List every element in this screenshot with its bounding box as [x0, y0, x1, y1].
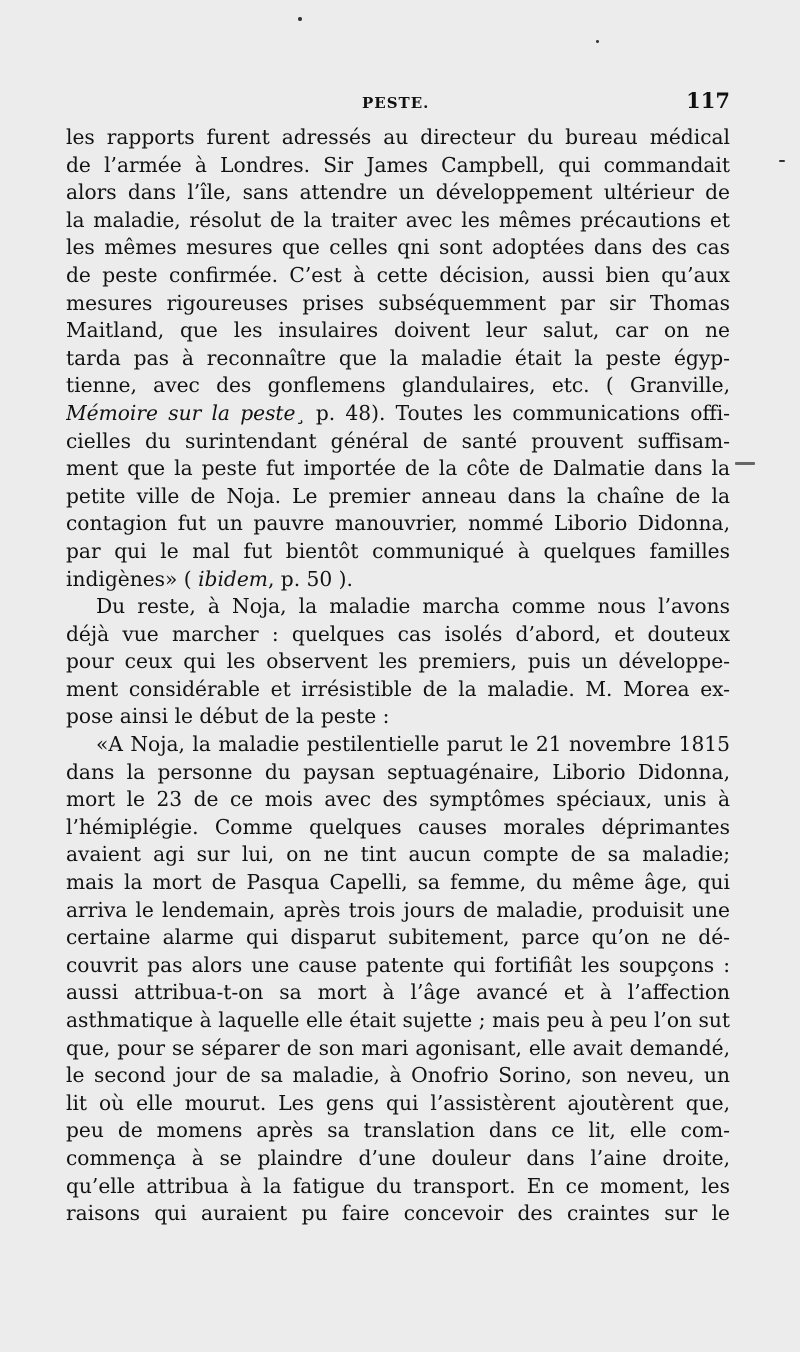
- text-line: pose ainsi le début de la peste :: [66, 704, 390, 729]
- text-line: [66, 566, 730, 594]
- text-line: l’hémiplégie. Comme quelques causes morales déprimantes: [66, 814, 730, 839]
- text-line: couvrit pas alors une cause patente qui fortifiât les soupçons :: [66, 952, 730, 977]
- text-line: mort le 23 de ce mois avec des symptômes spéciaux, unis à: [66, 787, 730, 812]
- text-line: les mêmes mesures que celles qni sont adoptées dans des cas: [66, 235, 730, 260]
- text-line: de l’armée à Londres. Sir James Campbell, qui commandait: [66, 152, 730, 177]
- text-line: alors dans l’île, sans attendre un développement ultérieur de: [66, 180, 730, 205]
- text-line: Du reste, à Noja, la maladie marcha comme nous l’avons: [96, 594, 730, 619]
- text-line: certaine alarme qui disparut subitement, parce qu’on ne dé-: [66, 925, 730, 950]
- text-line: les rapports furent adressés au directeur du bureau médical: [66, 125, 730, 149]
- italic-citation: ibidem: [198, 566, 268, 591]
- text-line: de peste confirmée. C’est à cette décision, aussi bien qu’aux: [66, 262, 730, 287]
- text-line: «A Noja, la maladie pestilentielle parut le 21 novembre 1815: [96, 732, 730, 757]
- text-line: mais la mort de Pasqua Capelli, sa femme, du même âge, qui: [66, 870, 730, 895]
- text-line: cielles du surintendant général de santé prouvent suffisam-: [66, 428, 730, 453]
- ink-speck: [596, 40, 599, 43]
- running-title: PESTE.: [362, 94, 430, 112]
- text-line: dans la personne du paysan septuagénaire, Liborio Didonna,: [66, 759, 730, 784]
- text-line: pour ceux qui les observent les premiers, puis un développe-: [66, 649, 730, 674]
- text-line: tarda pas à reconnaître que la maladie était la peste égyp-: [66, 345, 730, 370]
- page-number: 117: [686, 88, 730, 113]
- text-line: petite ville de Noja. Le premier anneau dans la chaîne de la: [66, 483, 730, 508]
- text-line: Maitland, que les insulaires doivent leur salut, car on ne: [66, 318, 730, 343]
- text-line: aussi attribua-t-on sa mort à l’âge avancé et à l’affection: [66, 980, 730, 1005]
- text-line: [66, 400, 730, 428]
- text-line: peu de momens après sa translation dans ce lit, elle com-: [66, 1118, 730, 1143]
- ink-speck: [779, 160, 785, 162]
- text-line: mesures rigoureuses prises subséquemment par sir Thomas: [66, 290, 730, 315]
- text-line: déjà vue marcher : quelques cas isolés d’abord, et douteux: [66, 621, 730, 646]
- line-text: , p. 50 ).: [267, 566, 353, 591]
- text-line: la maladie, résolut de la traiter avec les mêmes précautions et: [66, 207, 730, 232]
- text-line: avaient agi sur lui, on ne tint aucun compte de sa maladie;: [66, 842, 730, 867]
- text-line: commença à se plaindre d’une douleur dans l’aine droite,: [66, 1145, 730, 1170]
- text-line: le second jour de sa maladie, à Onofrio Sorino, son neveu, un: [66, 1063, 730, 1088]
- text-line: ment considérable et irrésistible de la maladie. M. Morea ex-: [66, 676, 730, 701]
- text-line: par qui le mal fut bientôt communiqué à quelques familles: [66, 538, 730, 563]
- text-line: tienne, avec des gonflemens glandulaires, etc. ( Granville,: [66, 373, 730, 398]
- text-line: lit où elle mourut. Les gens qui l’assistèrent ajoutèrent que,: [66, 1090, 730, 1115]
- text-line: contagion fut un pauvre manouvrier, nommé Liborio Didonna,: [66, 511, 730, 536]
- text-line: raisons qui auraient pu faire concevoir des craintes sur le: [66, 1201, 730, 1226]
- text-line: que, pour se séparer de son mari agonisant, elle avait demandé,: [66, 1035, 730, 1060]
- text-line: asthmatique à laquelle elle était sujette ; mais peu à peu l’on sut: [66, 1008, 730, 1032]
- body-text: [66, 124, 730, 1228]
- line-text: p. 48). Toutes les communications offi-: [305, 400, 730, 425]
- text-line: arriva le lendemain, après trois jours de maladie, produisit une: [66, 897, 730, 922]
- ink-speck: [298, 17, 302, 21]
- ink-speck: [735, 462, 755, 465]
- page-header: [66, 88, 730, 120]
- italic-citation: Mémoire sur la peste¸: [66, 400, 306, 425]
- line-text: indigènes» (: [66, 566, 199, 591]
- text-line: qu’elle attribua à la fatigue du transport. En ce moment, les: [66, 1173, 730, 1198]
- text-line: ment que la peste fut importée de la côte de Dalmatie dans la: [66, 456, 730, 481]
